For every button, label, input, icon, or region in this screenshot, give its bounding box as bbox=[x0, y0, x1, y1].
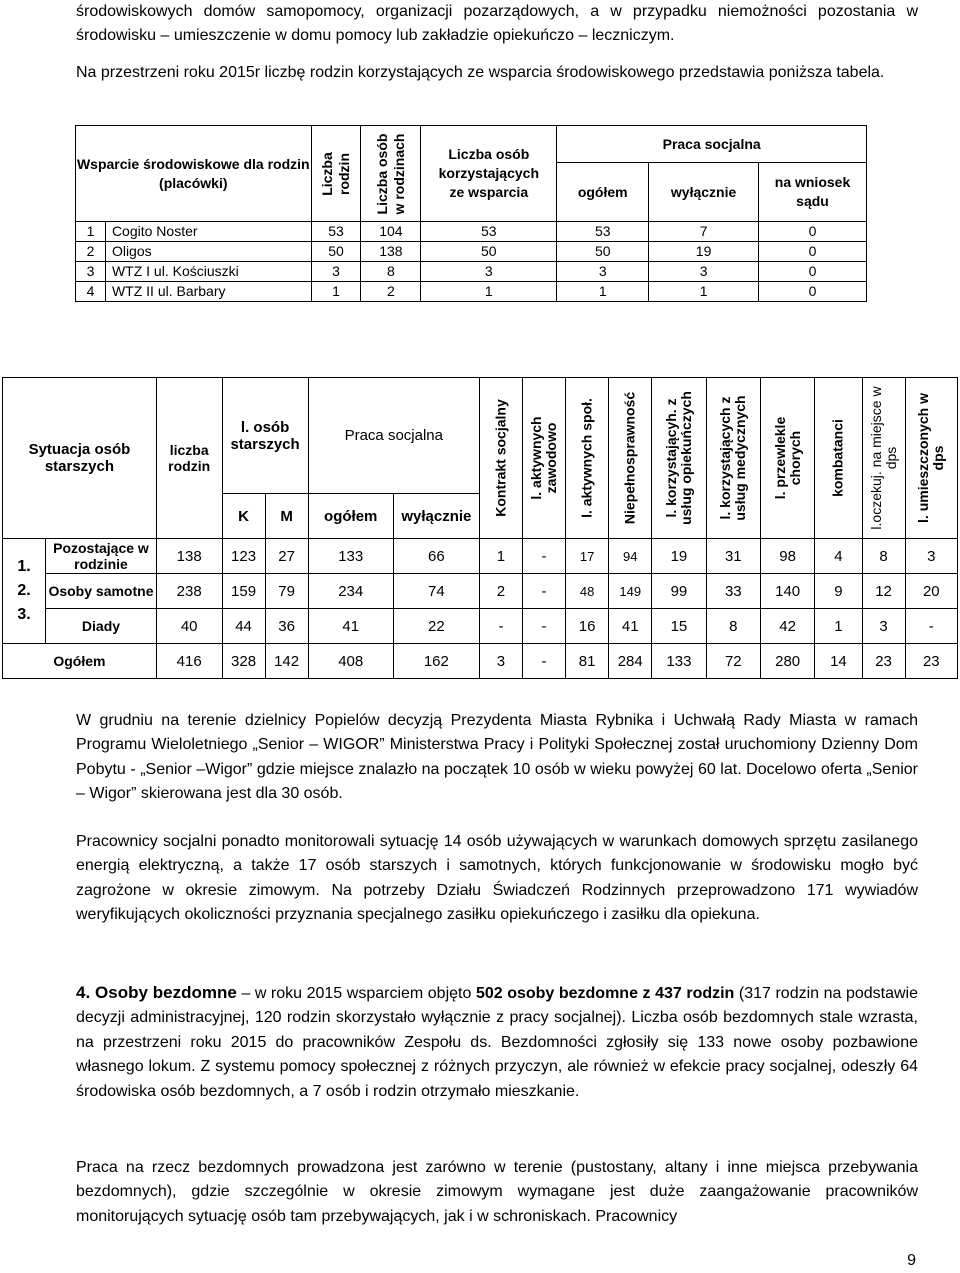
total-row: Ogółem 416 328 142 408 162 3 - 81 284 133 72 280 14 23 23 bbox=[3, 644, 958, 679]
header-persons-using: Liczba osób korzystających ze wsparcia bbox=[421, 126, 557, 222]
paragraph-monitoring: Pracownicy socjalni ponadto monitorowali sytuację 14 osób używających w warunkach domowych sprzętu zasilanego energią elektryczną, a także 17 osób starszych i samotnych, których funkcjonowanie w środowisku mogło być zagrożone w okresie zimowym. Na potrzeby Działu Świadczeń Rodzinnych przeprowadzono 171 wywiadów weryfikujących okoliczności przyznania specjalnego zasiłku opiekuńczego i zasiłku dla opiekuna. bbox=[76, 833, 918, 924]
family-support-table bbox=[75, 125, 867, 302]
header-chronic: l. przewlekle chorych bbox=[760, 378, 814, 539]
header-active-work: l. aktywnych zawodowo bbox=[523, 378, 566, 539]
paragraph-homeless-work: Praca na rzecz bezdomnych prowadzona jest zarówno w terenie (pustostany, altany i inne miejsca przebywania bezdomnych), gdzie szczególnie w okresie zimowym wymagane jest duże zaangażowanie pracowników monitorujących sytuację osób tam przebywających, jak i w schroniskach. Pracownicy bbox=[76, 1159, 918, 1225]
header-only: wyłącznie bbox=[393, 494, 479, 539]
header-families: Liczba rodzin bbox=[311, 126, 361, 222]
header-only: wyłącznie bbox=[649, 163, 759, 222]
table-row: Osoby samotne 238 159 79 234 74 2 - 48 149 99 33 140 9 12 20 bbox=[3, 574, 958, 609]
header-m: M bbox=[265, 494, 308, 539]
header-medical-services: l. korzystających z usług medycznych bbox=[706, 378, 760, 539]
header-court: na wniosek sądu bbox=[759, 163, 867, 222]
table-row: 1 Cogito Noster 53 104 53 53 7 0 bbox=[76, 222, 867, 242]
header-care-services: l. korzystającyh. z usług opiekuńczych bbox=[652, 378, 706, 539]
table-row: 1. 2. 3. Pozostające w rodzinie 138 123 27 133 66 1 - 17 94 19 31 98 4 8 3 bbox=[3, 539, 958, 574]
header-active-social: l. aktywnych społ. bbox=[566, 378, 609, 539]
table-row: 3 WTZ I ul. Kościuszki 3 8 3 3 3 0 bbox=[76, 262, 867, 282]
header-families: liczba rodzin bbox=[156, 378, 222, 539]
intro-paragraph-1: środowiskowych domów samopomocy, organizacji pozarządowych, a w przypadku niemożności pozostania w środowisku – umieszczenie w domu pomocy lub zakładzie opiekuńczo – leczniczym. bbox=[76, 3, 918, 45]
table-row: Diady 40 44 36 41 22 - - 16 41 15 8 42 1 3 - bbox=[3, 609, 958, 644]
page-number: 9 bbox=[907, 1252, 916, 1269]
intro-paragraph-2: Na przestrzeni roku 2015r liczbę rodzin korzystających ze wsparcia środowiskowego przedstawia poniższa tabela. bbox=[76, 64, 885, 81]
header-total: ogółem bbox=[308, 494, 393, 539]
header-contract: Kontrakt socjalny bbox=[479, 378, 522, 539]
header-elderly: l. osób starszych bbox=[222, 378, 308, 494]
header-waiting-dps: l.oczekuj. na miejsce w dps bbox=[862, 378, 905, 539]
section-heading: 4. Osoby bezdomne bbox=[76, 983, 237, 1002]
header-total: ogółem bbox=[557, 163, 649, 222]
header-disability: Niepełnosprawność bbox=[609, 378, 652, 539]
row-numbers: 1. 2. 3. bbox=[3, 539, 46, 644]
header-veterans: kombatanci bbox=[815, 378, 862, 539]
paragraph-homeless: 4. Osoby bezdomne – w roku 2015 wsparciem objęto 502 osoby bezdomne z 437 rodzin (317 rodzin na podstawie decyzji administracyjnej, 120 rodzin skorzystało wyłącznie z pracy socjalnej). Liczba osób bezdomnych stale wzrasta, na przestrzeni roku 2015 do pracowników Zespołu ds. Bezdomności zgłosiły się 133 nowe osoby pozbawione własnego lokum. Z systemu pomocy społecznej z różnych przyczyn, ale również w efekcie pracy socjalnej, odeszły 64 środowiska osób bezdomnych, a 7 osób i rodzin otrzymało mieszkanie. bbox=[76, 983, 919, 1100]
header-placed-dps: l. umieszczonych w dps bbox=[905, 378, 957, 539]
table-row: 2 Oligos 50 138 50 50 19 0 bbox=[76, 242, 867, 262]
header-persons-in-families: Liczba osób w rodzinach bbox=[361, 126, 421, 222]
header-social-work: Praca socjalna bbox=[308, 378, 479, 494]
header-k: K bbox=[222, 494, 265, 539]
table-row: 4 WTZ II ul. Barbary 1 2 1 1 1 0 bbox=[76, 282, 867, 302]
header-social-work: Praca socjalna bbox=[557, 126, 867, 163]
elderly-situation-table bbox=[2, 377, 958, 679]
header-situation: Sytuacja osób starszych bbox=[3, 378, 157, 539]
header-support: Wsparcie środowiskowe dla rodzin (placówki) bbox=[76, 126, 312, 222]
paragraph-senior-wigor: W grudniu na terenie dzielnicy Popielów decyzją Prezydenta Miasta Rybnika i Uchwałą Rady Miasta w ramach Programu Wieloletniego „Senior – WIGOR” Ministerstwa Pracy i Polityki Społecznej został uruchomiony Dzienny Dom Pobytu - „Senior –Wigor” gdzie miejsce znalazło na początek 10 osób w wieku powyżej 60 lat. Docelowo oferta „Senior – Wigor” skierowana jest dla 30 osób. bbox=[76, 712, 918, 803]
